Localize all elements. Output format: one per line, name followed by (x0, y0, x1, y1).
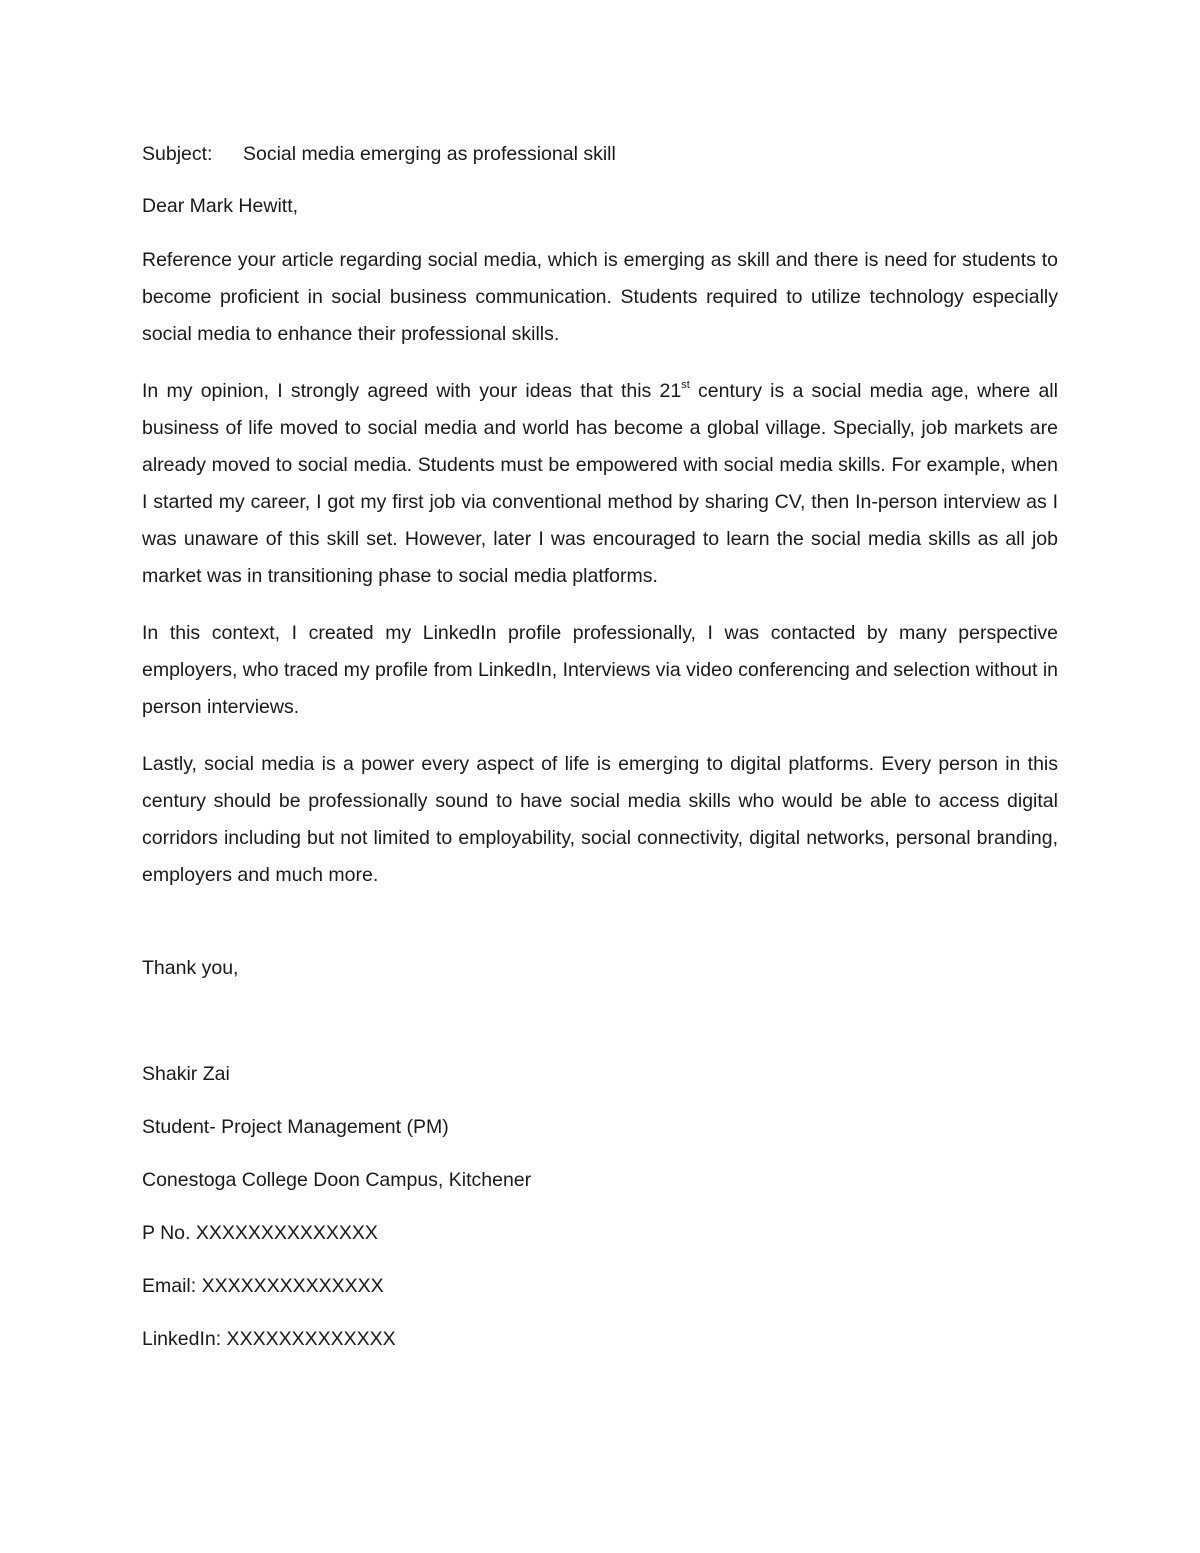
paragraph-conclusion: Lastly, social media is a power every aspect of life is emerging to digital platforms. Every person in this century should be professionally sound to have social media skills who would be able to access digital corridors including but not limited to employability, social connectivity, digital networks, personal branding, employers and much more. (142, 753, 1058, 886)
paragraph-opinion-start: In my opinion, I strongly agreed with your ideas that this 21 (142, 380, 682, 402)
subject-text: Social media emerging as professional skill (243, 143, 616, 165)
signature-program: Student- Project Management (PM) (142, 1116, 449, 1138)
signature-institution: Conestoga College Doon Campus, Kitchener (142, 1169, 532, 1191)
ordinal-suffix: st (681, 378, 690, 391)
signature-email: Email: XXXXXXXXXXXXXX (142, 1275, 384, 1297)
signature-phone: P No. XXXXXXXXXXXXXX (142, 1222, 378, 1244)
salutation: Dear Mark Hewitt, (142, 195, 299, 217)
subject-line (142, 138, 1058, 170)
paragraph-opinion-rest: century is a social media age, where all business of life moved to social media and world has become a global village. Specially, job markets are already moved to social media. Students must be empowered with social media skills. For example, when I started my career, I got my first job via conventional method by sharing CV, then In-person interview as I was unaware of this skill set. However, later I was encouraged to learn the social media skills as all job market was in transitioning phase to social media platforms. (142, 380, 1058, 587)
signature-name: Shakir Zai (142, 1063, 230, 1085)
signature-linkedin: LinkedIn: XXXXXXXXXXXXX (142, 1328, 396, 1350)
subject-label: Subject: (142, 143, 213, 165)
paragraph-opinion (142, 373, 1058, 595)
letter-body (142, 138, 1058, 1355)
closing: Thank you, (142, 957, 239, 979)
paragraph-reference: Reference your article regarding social media, which is emerging as skill and there is need for students to become proficient in social business communication. Students required to utilize technology especially social media to enhance their professional skills. (142, 249, 1058, 345)
paragraph-context: In this context, I created my LinkedIn profile professionally, I was contacted by many perspective employers, who traced my profile from LinkedIn, Interviews via video conferencing and selection without in person interviews. (142, 622, 1058, 718)
